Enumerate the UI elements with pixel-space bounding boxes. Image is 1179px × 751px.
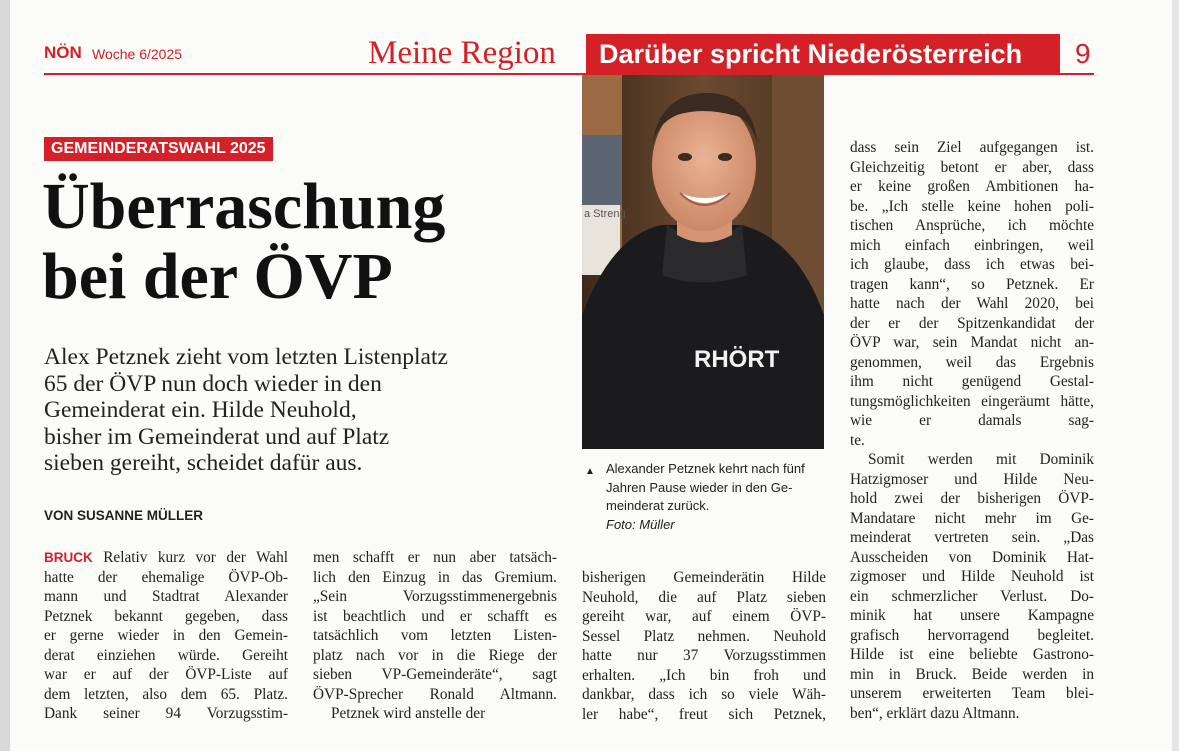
- lead-line: sieben gereiht, scheidet dafür aus.: [44, 450, 363, 476]
- body-line: genommen, weil das Ergebnis: [850, 353, 1094, 371]
- body-line: grafisch hervorragend begleitet.: [850, 626, 1094, 644]
- brand-logo: NÖN: [44, 43, 82, 62]
- shirt-print-text: RHÖRT: [694, 346, 780, 373]
- body-line: men schafft er nun aber tatsäch-: [313, 549, 557, 566]
- body-line: ihm nicht genügend Gestal-: [850, 373, 1094, 390]
- page-number: 9: [1075, 38, 1091, 69]
- body-line: minik hat unsere Kampagne: [850, 607, 1094, 624]
- body-line: dankbar, dass ich so viele Wäh-: [582, 686, 826, 703]
- body-line: lich den Einzug in das Gremium.: [313, 568, 557, 586]
- backdrop-sign-text: a Streng: [584, 208, 626, 220]
- body-line: tatsächlich vom letzten Listen-: [313, 627, 557, 644]
- body-line: te.: [850, 431, 865, 449]
- body-line: er gerne wieder in den Gemein-: [44, 627, 288, 644]
- body-column-1: [44, 548, 288, 724]
- body-line: dem letzten, also dem 65. Platz.: [44, 685, 288, 703]
- caption-line: Alexander Petznek kehrt nach fünf: [606, 461, 805, 476]
- body-line: mann und Stadtrat Alexander: [44, 588, 288, 605]
- body-line: hatte der ehemalige ÖVP-Ob-: [44, 568, 288, 586]
- headline: [42, 172, 562, 312]
- body-line: Petznek bekannt gegeben, dass: [44, 607, 288, 625]
- body-line: derat einziehen würde. Gereiht: [44, 646, 288, 664]
- caption-line: meinderat zurück.: [606, 498, 710, 513]
- lead-line: bisher im Gemeinderat und auf Platz: [44, 423, 390, 450]
- body-line: sieben VP-Gemeinderäte“, sagt: [313, 666, 557, 683]
- body-line: Petznek wird anstelle der: [331, 705, 486, 722]
- body-line: platz nach vor in die Riege der: [313, 646, 557, 664]
- body-line: tischen Ansprüche, ich möchte: [850, 217, 1094, 234]
- byline: VON SUSANNE MÜLLER: [44, 508, 204, 523]
- lead-paragraph: [44, 344, 544, 477]
- issue-week: Woche 6/2025: [92, 46, 183, 62]
- triangle-up-icon: ▲: [585, 466, 595, 477]
- headline-line: bei der ÖVP: [42, 240, 393, 313]
- kicker-badge: GEMEINDERATSWAHL 2025: [44, 137, 273, 161]
- photo-caption: [585, 460, 825, 534]
- section-banner: Darüber spricht Niederösterreich: [586, 34, 1060, 74]
- body-line: Sessel Platz nehmen. Neuhold: [582, 627, 826, 645]
- page-edge-left: [0, 0, 10, 751]
- body-line: Hilde ist eine beliebte Gastrono-: [850, 646, 1094, 663]
- body-line: ÖVP war, sein Mandat nicht an-: [850, 334, 1094, 351]
- body-line: bisherigen Gemeinderätin Hilde: [582, 569, 826, 586]
- body-line: gereiht war, auf einem ÖVP-: [582, 608, 826, 625]
- body-line: der er der Spitzenkandidat der: [850, 314, 1094, 332]
- body-line: tungsmöglichkeiten eingeräumt hätte, wie er damals sag-: [850, 392, 1094, 429]
- body-line: ler habe“, freut sich Petznek,: [582, 705, 826, 723]
- body-column-2: [313, 548, 557, 724]
- body-line: Mandatare nicht mehr im Ge-: [850, 509, 1094, 527]
- body-line: hatte nur 37 Vorzugsstimmen: [582, 647, 826, 664]
- body-line: Dank seiner 94 Vorzugsstim-: [44, 705, 288, 722]
- body-line: „Sein Vorzugsstimmenergebnis: [313, 588, 557, 605]
- body-line: war er auf der ÖVP-Liste auf: [44, 666, 288, 683]
- headline-line: Überraschung: [42, 170, 446, 243]
- body-line: tragen kann“, so Petznek. Er: [850, 275, 1094, 293]
- body-line: ein schmerzlicher Verlust. Do-: [850, 587, 1094, 605]
- body-line: Gleichzeitig betont er aber, dass: [850, 158, 1094, 176]
- caption-line: Jahren Pause wieder in den Ge-: [606, 479, 793, 495]
- body-line: Ausscheiden von Dominik Hat-: [850, 548, 1094, 566]
- section-region: Meine Region: [368, 35, 556, 71]
- body-line: be. „Ich stelle keine hohen poli-: [850, 197, 1094, 215]
- body-line: ich glaube, dass ich etwas bei-: [850, 256, 1094, 273]
- body-line: ist beachtlich und er schafft es: [313, 607, 557, 625]
- body-line: hatte nach der Wahl 2020, bei: [850, 295, 1094, 312]
- page-edge-right: [1172, 0, 1179, 751]
- body-line: Hatzigmoser und Hilde Neu-: [850, 470, 1094, 488]
- header-rule: [44, 73, 1094, 75]
- portrait-image: [582, 75, 824, 449]
- body-line: min in Bruck. Beide werden in: [850, 665, 1094, 683]
- body-line: ÖVP-Sprecher Ronald Altmann.: [313, 685, 557, 703]
- body-line: Relativ kurz vor der Wahl: [103, 549, 288, 566]
- body-line: meinderat vertreten sein. „Das: [850, 529, 1094, 546]
- body-line: er keine großen Ambitionen ha-: [850, 178, 1094, 195]
- location-tag: BRUCK: [44, 550, 93, 565]
- lead-line: Gemeinderat ein. Hilde Neuhold,: [44, 397, 357, 423]
- lead-line: 65 der ÖVP nun doch wieder in den: [44, 370, 382, 397]
- body-line: mich einfach einbringen, weil: [850, 236, 1094, 254]
- body-line: ben“, erklärt dazu Altmann.: [850, 704, 1020, 722]
- lead-line: Alex Petznek zieht vom letzten Listenplatz: [44, 344, 448, 370]
- body-line: zigmoser und Hilde Neuhold ist: [850, 568, 1094, 585]
- body-line: dass sein Ziel aufgegangen ist.: [850, 139, 1094, 156]
- body-column-3: [582, 568, 826, 724]
- body-line: Somit werden mit Dominik: [868, 451, 1094, 468]
- photo-credit: Foto: Müller: [606, 516, 675, 532]
- body-line: hold zwei der bisherigen ÖVP-: [850, 490, 1094, 507]
- body-line: Neuhold, die auf Platz sieben: [582, 588, 826, 606]
- body-column-4: [850, 138, 1094, 723]
- body-line: unserem erweiterten Team blei-: [850, 685, 1094, 702]
- body-line: erhalten. „Ich bin froh und: [582, 666, 826, 684]
- article-photo: [582, 75, 824, 449]
